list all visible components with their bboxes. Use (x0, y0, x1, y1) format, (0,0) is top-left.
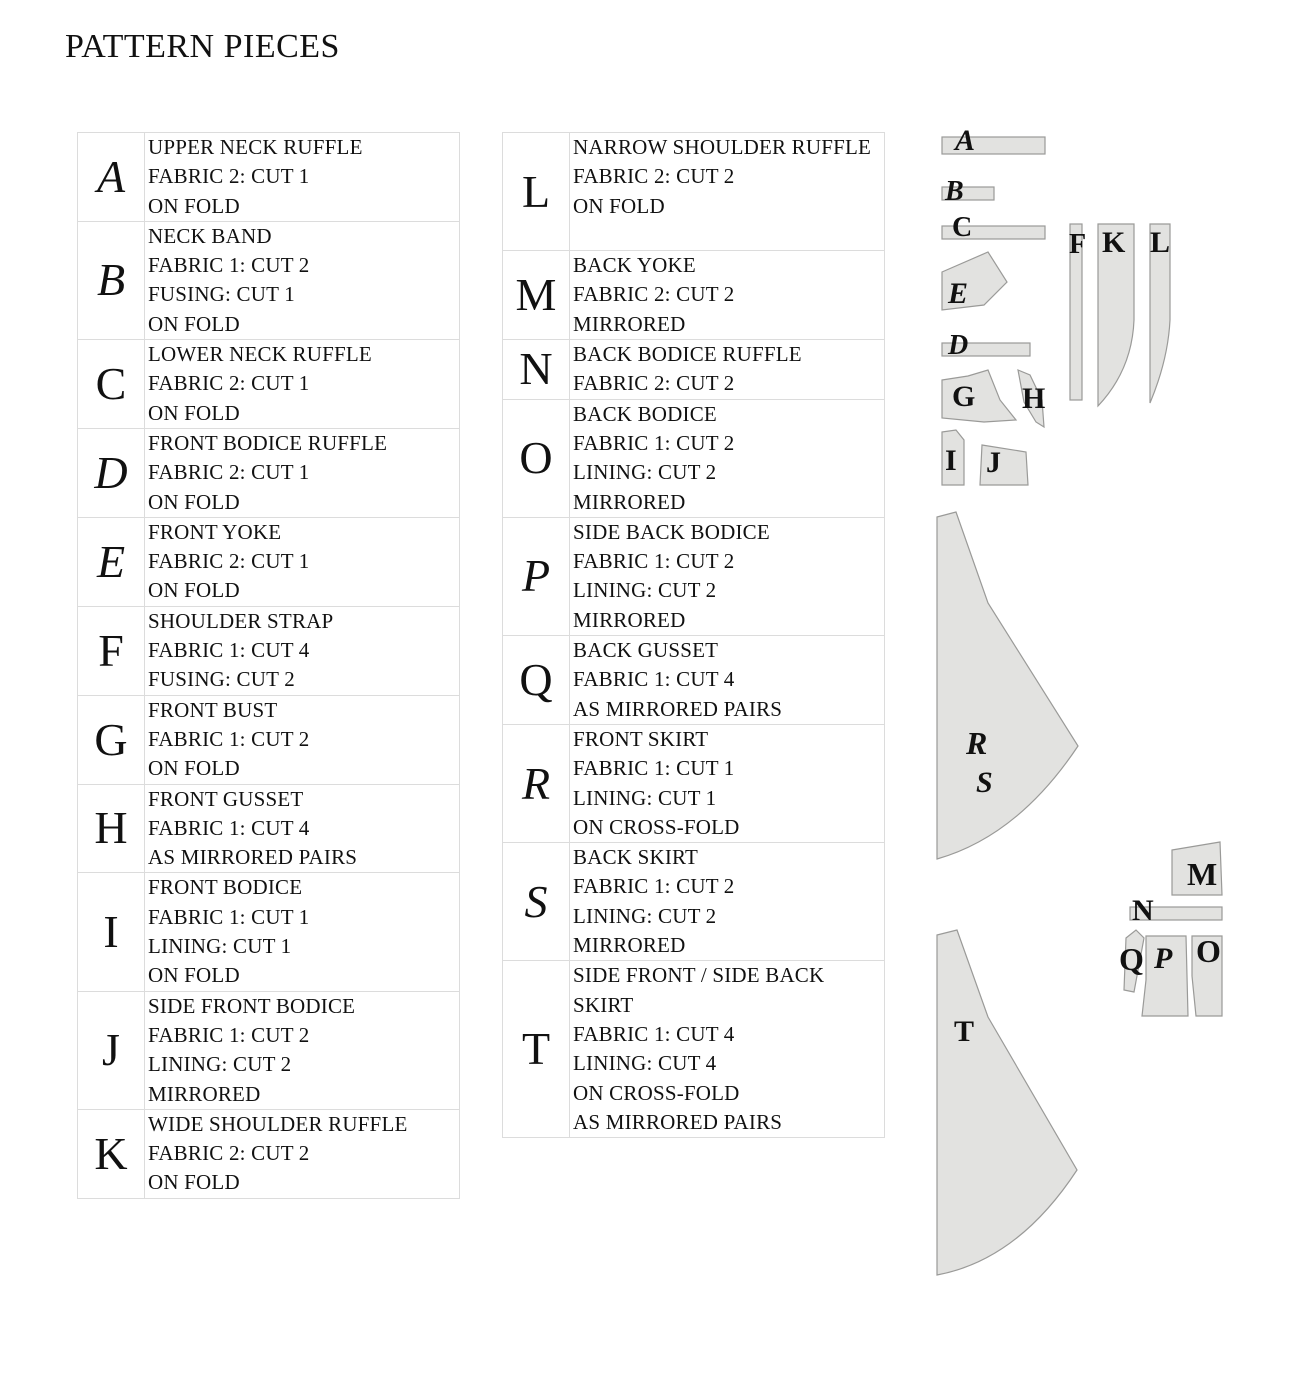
piece-description (145, 695, 460, 784)
piece-r-label: R (966, 725, 988, 761)
piece-instruction-line: FABRIC 1: CUT 1 (148, 904, 310, 929)
piece-d-label: D (948, 330, 969, 361)
piece-instruction-line: ON FOLD (148, 400, 240, 425)
piece-row-q (503, 636, 885, 725)
piece-e-label: E (948, 277, 969, 310)
piece-instruction-line: FRONT YOKE (148, 519, 282, 544)
piece-instruction-line: FUSING: CUT 2 (148, 667, 295, 692)
piece-letter: K (78, 1109, 145, 1198)
piece-instruction-line: UPPER NECK RUFFLE (148, 135, 363, 159)
piece-letter: F (78, 606, 145, 695)
piece-description (570, 517, 885, 635)
piece-instruction-line: FABRIC 2: CUT 1 (148, 164, 310, 189)
pattern-pieces-table-right (502, 132, 885, 1138)
piece-instruction-line: LINING: CUT 2 (573, 460, 717, 485)
piece-row-h (78, 784, 460, 873)
piece-i-label: I (945, 444, 957, 477)
piece-instruction-line: FRONT BODICE RUFFLE (148, 430, 388, 455)
piece-instruction-line: AS MIRRORED PAIRS (148, 845, 358, 870)
piece-description (145, 221, 460, 339)
piece-o-label: O (1196, 933, 1221, 969)
piece-letter: O (503, 399, 570, 517)
piece-instruction-line: MIRRORED (573, 311, 686, 336)
piece-instruction-line: FABRIC 1: CUT 2 (573, 874, 735, 899)
piece-instruction-line: LOWER NECK RUFFLE (148, 342, 372, 367)
piece-row-a (78, 133, 460, 222)
piece-instruction-line: ON FOLD (148, 311, 240, 336)
piece-description (145, 873, 460, 991)
piece-letter: H (78, 784, 145, 873)
piece-instruction-line: AS MIRRORED PAIRS (573, 1109, 783, 1134)
piece-row-g (78, 695, 460, 784)
piece-instruction-line: FABRIC 2: CUT 2 (573, 371, 735, 396)
piece-instruction-line: FRONT SKIRT (573, 726, 709, 751)
piece-description (145, 1109, 460, 1198)
piece-description (145, 133, 460, 222)
piece-row-c (78, 340, 460, 429)
piece-instruction-line: LINING: CUT 4 (573, 1051, 717, 1076)
piece-description (145, 428, 460, 517)
piece-row-m (503, 251, 885, 340)
piece-instruction-line: ON FOLD (148, 193, 240, 218)
piece-row-f (78, 606, 460, 695)
piece-instruction-line: FABRIC 1: CUT 2 (148, 253, 310, 278)
piece-instruction-line: LINING: CUT 1 (148, 934, 292, 959)
piece-instruction-line: FABRIC 1: CUT 4 (148, 638, 310, 663)
piece-instruction-line: FABRIC 2: CUT 2 (148, 1141, 310, 1166)
piece-m-label: M (1187, 856, 1218, 892)
piece-instruction-line: BACK SKIRT (573, 845, 699, 870)
piece-f-label: F (1069, 229, 1087, 260)
piece-row-b (78, 221, 460, 339)
piece-row-l (503, 133, 885, 251)
piece-instruction-line: NARROW SHOULDER RUFFLE (573, 135, 872, 159)
piece-instruction-line: SKIRT (573, 992, 634, 1017)
piece-row-d (78, 428, 460, 517)
piece-instruction-line: SIDE BACK BODICE (573, 519, 770, 544)
piece-row-s (503, 843, 885, 961)
piece-letter: Q (503, 636, 570, 725)
piece-instruction-line: BACK BODICE (573, 401, 717, 426)
piece-c-label: C (952, 212, 973, 243)
piece-letter: D (78, 428, 145, 517)
piece-row-e (78, 517, 460, 606)
piece-instruction-line: LINING: CUT 2 (148, 1052, 292, 1077)
piece-letter: J (78, 991, 145, 1109)
piece-description (145, 991, 460, 1109)
piece-instruction-line: AS MIRRORED PAIRS (573, 696, 783, 721)
piece-description (570, 399, 885, 517)
piece-instruction-line: ON FOLD (573, 193, 665, 218)
piece-instruction-line: FRONT BODICE (148, 875, 303, 900)
piece-instruction-line: BACK YOKE (573, 253, 696, 278)
piece-instruction-line: BACK GUSSET (573, 638, 719, 663)
piece-b-label: B (945, 176, 964, 207)
piece-row-r (503, 724, 885, 842)
piece-instruction-line: WIDE SHOULDER RUFFLE (148, 1111, 408, 1136)
piece-g-label: G (952, 380, 976, 413)
piece-letter: M (503, 251, 570, 340)
piece-instruction-line: ON FOLD (148, 756, 240, 781)
piece-letter: I (78, 873, 145, 991)
piece-instruction-line: MIRRORED (573, 933, 686, 958)
piece-instruction-line: ON FOLD (148, 578, 240, 603)
piece-letter: S (503, 843, 570, 961)
pattern-pieces-layout-diagram (900, 100, 1280, 1300)
piece-instruction-line: ON FOLD (148, 1170, 240, 1195)
piece-instruction-line: ON FOLD (148, 963, 240, 988)
piece-n-label: N (1132, 894, 1154, 927)
piece-instruction-line: FABRIC 2: CUT 1 (148, 460, 310, 485)
piece-instruction-line: FABRIC 2: CUT 2 (573, 164, 735, 189)
piece-description (145, 606, 460, 695)
piece-k-label: K (1102, 226, 1126, 259)
pattern-pieces-table-left (77, 132, 460, 1199)
piece-description (145, 784, 460, 873)
piece-instruction-line: FABRIC 1: CUT 2 (148, 1022, 310, 1047)
piece-instruction-line: FRONT BUST (148, 697, 278, 722)
piece-a-label: A (955, 124, 976, 157)
piece-letter: C (78, 340, 145, 429)
piece-letter: N (503, 340, 570, 400)
page-title: PATTERN PIECES (65, 28, 340, 65)
piece-letter: G (78, 695, 145, 784)
piece-l-label: L (1150, 226, 1171, 259)
piece-instruction-line: FABRIC 1: CUT 2 (148, 726, 310, 751)
piece-instruction-line: MIRRORED (573, 607, 686, 632)
piece-instruction-line: FABRIC 1: CUT 1 (573, 756, 735, 781)
piece-instruction-line: SIDE FRONT / SIDE BACK (573, 963, 825, 988)
piece-instruction-line: ON FOLD (148, 489, 240, 514)
piece-instruction-line (570, 221, 884, 250)
piece-p-label: P (1154, 942, 1173, 975)
piece-letter: P (503, 517, 570, 635)
piece-description (570, 251, 885, 340)
piece-j-label: J (986, 446, 1001, 479)
piece-t-label: T (954, 1015, 975, 1048)
piece-instruction-line: FABRIC 1: CUT 4 (573, 667, 735, 692)
piece-row-t (503, 961, 885, 1138)
piece-instruction-line: FABRIC 1: CUT 2 (573, 430, 735, 455)
piece-instruction-line: ON CROSS-FOLD (573, 1080, 740, 1105)
piece-letter: L (503, 133, 570, 251)
piece-instruction-line: FUSING: CUT 1 (148, 282, 295, 307)
piece-instruction-line: FABRIC 2: CUT 1 (148, 549, 310, 574)
piece-rs-shape (937, 512, 1078, 859)
piece-description (570, 843, 885, 961)
piece-description (145, 340, 460, 429)
piece-row-n (503, 340, 885, 400)
piece-letter: R (503, 724, 570, 842)
piece-instruction-line: FABRIC 1: CUT 4 (148, 815, 310, 840)
piece-h-label: H (1022, 382, 1046, 415)
piece-instruction-line: LINING: CUT 2 (573, 578, 717, 603)
piece-letter: T (503, 961, 570, 1138)
piece-s-label: S (976, 766, 993, 799)
piece-instruction-line: MIRRORED (573, 489, 686, 514)
piece-instruction-line: SHOULDER STRAP (148, 608, 334, 633)
piece-instruction-line: FABRIC 2: CUT 2 (573, 282, 735, 307)
piece-letter: A (78, 133, 145, 222)
piece-description (570, 636, 885, 725)
piece-instruction-line: FABRIC 1: CUT 4 (573, 1021, 735, 1046)
piece-instruction-line: FRONT GUSSET (148, 786, 304, 811)
piece-description (570, 133, 885, 251)
piece-instruction-line: BACK BODICE RUFFLE (573, 342, 802, 367)
piece-q-label: Q (1119, 941, 1144, 977)
piece-row-o (503, 399, 885, 517)
piece-t-shape (937, 930, 1077, 1275)
piece-row-i (78, 873, 460, 991)
piece-instruction-line: LINING: CUT 2 (573, 903, 717, 928)
piece-instruction-line: LINING: CUT 1 (573, 785, 717, 810)
piece-letter: B (78, 221, 145, 339)
piece-row-k (78, 1109, 460, 1198)
piece-instruction-line: ON CROSS-FOLD (573, 814, 740, 839)
piece-instruction-line: FABRIC 1: CUT 2 (573, 549, 735, 574)
piece-description (570, 340, 885, 400)
piece-instruction-line: SIDE FRONT BODICE (148, 993, 356, 1018)
piece-instruction-line: FABRIC 2: CUT 1 (148, 371, 310, 396)
piece-letter: E (78, 517, 145, 606)
piece-instruction-line: MIRRORED (148, 1081, 261, 1106)
piece-row-j (78, 991, 460, 1109)
piece-description (570, 724, 885, 842)
piece-description (145, 517, 460, 606)
piece-description (570, 961, 885, 1138)
piece-row-p (503, 517, 885, 635)
piece-instruction-line: NECK BAND (148, 223, 272, 248)
